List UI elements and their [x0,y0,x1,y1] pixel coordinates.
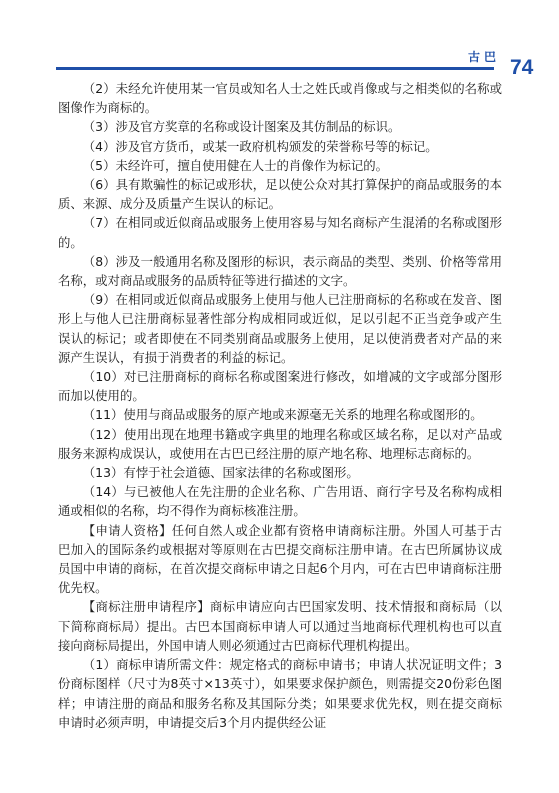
paragraph-applicant-eligibility: 【申请人资格】任何自然人或企业都有资格申请商标注册。外国人可基于古巴加入的国际条约或根据对等原则在古巴提交商标注册申请。在古巴所属协议成员国中申请的商标，在首次提交商标申请之日起6个月内，可在古巴申请商标注册优先权。 [58,522,502,596]
paragraph-item-2: （2）未经允许使用某一官员或知名人士之姓氏或肖像或与之相类似的名称或图像作为商标的。 [58,81,502,116]
page-header [0,0,559,80]
page-number: 74 [510,56,534,79]
body-text [58,79,502,732]
paragraph-item-14: （14）与已被他人在先注册的企业名称、广告用语、商行字号及名称构成相通或相似的名称，均不得作为商标核准注册。 [58,484,502,519]
paragraph-application-procedure: 【商标注册申请程序】商标申请应向古巴国家发明、技术情报和商标局（以下简称商标局）提出。古巴本国商标申请人可以通过当地商标代理机构也可以直接向商标局提出，外国申请人则必须通过古巴商标代理机构提出。 [58,599,502,653]
paragraph-item-7: （7）在相同或近似商品或服务上使用容易与知名商标产生混淆的名称或图形的。 [58,215,502,250]
paragraph-item-4: （4）涉及官方货币，或某一政府机构颁发的荣誉称号等的标记。 [82,138,438,154]
header-rule [56,67,494,70]
paragraph-item-10: （10）对已注册商标的商标名称或图案进行修改，如增减的文字或部分图形而加以使用的。 [58,369,502,404]
paragraph-item-6: （6）具有欺骗性的标记或形状，足以使公众对其打算保护的商品或服务的本质、来源、成分及质量产生误认的标记。 [58,177,502,212]
paragraph-item-13: （13）有悖于社会道德、国家法律的名称或图形。 [82,465,359,481]
paragraph-item-12: （12）使用出现在地理书籍或字典里的地理名称或区域名称，足以对产品或服务来源构成误认，或使用在古巴已经注册的原产地名称、地理标志商标的。 [58,426,502,461]
running-header-country: 古巴 [468,50,501,64]
paragraph-item-9: （9）在相同或近似商品或服务上使用与他人已注册商标的名称或在发音、图形上与他人已注册商标显著性部分构成相同或近似，足以引起不正当竞争或产生误认的标记；或者即使在不同类别商品或服务上使用，足以使消费者对产品的来源产生误认，有损于消费者的利益的标记。 [58,292,502,365]
paragraph-item-5: （5）未经许可，擅自使用健在人士的肖像作为标记的。 [82,157,389,173]
paragraph-required-documents: （1）商标申请所需文件：规定格式的商标申请书；申请人状况证明文件；3份商标图样（尺寸为8英寸×13英寸），如果要求保护颜色，则需提交20份彩色图样；申请注册的商品和服务名称及其国际分类；如果要求优先权，则在提交商标申请时必须声明，申请提交后3个月内提供经公证 [58,657,502,730]
paragraph-item-11: （11）使用与商品或服务的原产地或来源毫无关系的地理名称或图形的。 [82,407,483,423]
paragraph-item-8: （8）涉及一般通用名称及图形的标识，表示商品的类型、类别、价格等常用名称，或对商品或服务的品质特征等进行描述的文字。 [58,253,502,289]
paragraph-item-3: （3）涉及官方奖章的名称或设计图案及其仿制品的标识。 [82,119,401,135]
